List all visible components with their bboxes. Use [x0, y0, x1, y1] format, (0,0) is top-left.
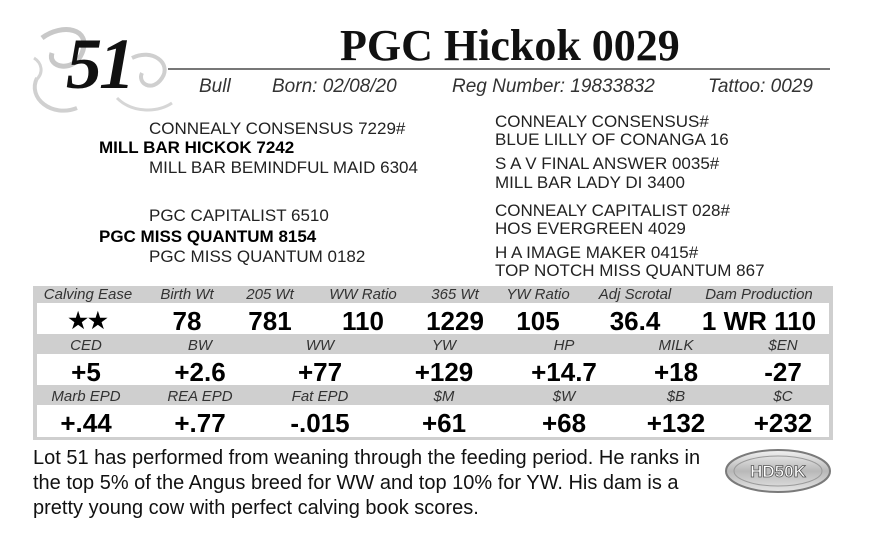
epd2-value: +68 [541, 408, 587, 438]
perf-value: 36.4 [609, 306, 661, 336]
epd1-value: +5 [71, 357, 101, 387]
perf-value: 105 [516, 306, 560, 336]
epd2-value: +132 [646, 408, 706, 438]
epd1-value: +2.6 [174, 357, 226, 387]
perf-value: 781 [248, 306, 292, 336]
title-divider [168, 68, 830, 70]
epd-table-2 [33, 388, 833, 440]
epd1-value: +18 [653, 357, 699, 387]
perf-label: WW Ratio [329, 286, 397, 303]
epd2-label: REA EPD [167, 388, 233, 405]
epd2-value: +232 [753, 408, 813, 438]
pedigree-sire-dam: MILL BAR BEMINDFUL MAID 6304 [149, 158, 418, 177]
epd1-label: HP [553, 337, 575, 354]
badge-text: HD50K [750, 462, 806, 481]
pedigree-dam-dam: PGC MISS QUANTUM 0182 [149, 247, 366, 266]
epd1-label: WW [305, 337, 335, 354]
perf-value: 1 WR 110 [701, 306, 817, 336]
epd-table-1 [33, 337, 833, 388]
epd2-label: Fat EPD [291, 388, 349, 405]
reg-number: Reg Number: 19833832 [452, 76, 655, 97]
pedigree-g3: S A V FINAL ANSWER 0035# [495, 154, 720, 173]
perf-value: 110 [342, 306, 384, 336]
epd1-label: BW [187, 337, 213, 354]
epd2-label: Marb EPD [51, 388, 121, 405]
hd50k-badge-icon [724, 448, 832, 494]
perf-label: 365 Wt [431, 286, 479, 303]
epd1-value: +77 [297, 357, 343, 387]
pedigree-g6: HOS EVERGREEN 4029 [495, 219, 686, 238]
perf-label: YW Ratio [506, 286, 570, 303]
page-title: PGC Hickok 0029 [340, 21, 680, 70]
pedigree-g2: BLUE LILLY OF CONANGA 16 [495, 130, 729, 149]
epd2-value: +.44 [60, 408, 112, 438]
epd2-label: $B [666, 388, 686, 405]
perf-label: Dam Production [705, 286, 813, 303]
epd2-value: -.015 [290, 408, 350, 438]
epd1-label: CED [70, 337, 102, 354]
tattoo: Tattoo: 0029 [708, 76, 813, 97]
pedigree-g7: H A IMAGE MAKER 0415# [495, 243, 699, 262]
pedigree-dam: PGC MISS QUANTUM 8154 [99, 227, 317, 246]
perf-label: Adj Scrotal [598, 286, 672, 303]
epd1-value: +14.7 [531, 357, 597, 387]
pedigree-dam-sire: PGC CAPITALIST 6510 [149, 206, 329, 225]
epd1-label: $EN [768, 337, 798, 354]
pedigree-g1: CONNEALY CONSENSUS# [495, 112, 709, 131]
epd2-value: +61 [421, 408, 467, 438]
lot-description: Lot 51 has performed from weaning through the feeding period. He ranks in the top 5% of the Angus breed for WW and top 10% for YW. His dam is a pretty young cow with perfect calving book scores. [33, 447, 701, 519]
epd2-label: $M [433, 388, 455, 405]
pedigree-sire-sire: CONNEALY CONSENSUS 7229# [149, 119, 406, 138]
perf-label: Calving Ease [43, 286, 133, 303]
perf-value: 78 [172, 306, 202, 336]
born-date: Born: 02/08/20 [272, 76, 397, 97]
epd1-label: MILK [658, 337, 694, 354]
calving-ease-stars: ★★ [68, 308, 108, 333]
performance-table [33, 286, 833, 337]
epd1-value: -27 [764, 357, 802, 387]
perf-label: 205 Wt [246, 286, 294, 303]
epd1-value: +129 [414, 357, 474, 387]
epd2-label: $W [552, 388, 576, 405]
pedigree-sire: MILL BAR HICKOK 7242 [99, 138, 295, 157]
epd1-label: YW [431, 337, 457, 354]
lot-number: 51 [66, 24, 132, 104]
pedigree-g8: TOP NOTCH MISS QUANTUM 867 [495, 261, 765, 280]
epd2-label: $C [773, 388, 793, 405]
perf-value: 1229 [426, 306, 484, 336]
pedigree-g4: MILL BAR LADY DI 3400 [495, 173, 685, 192]
epd2-value: +.77 [174, 408, 226, 438]
pedigree-g5: CONNEALY CAPITALIST 028# [495, 201, 730, 220]
perf-label: Birth Wt [160, 286, 214, 303]
sex-label: Bull [199, 76, 231, 97]
